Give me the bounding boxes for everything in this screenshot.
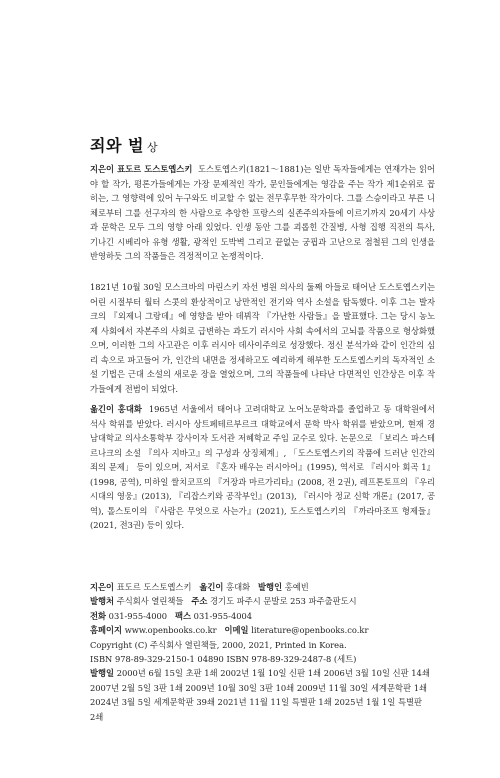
translator-bio-paragraph: [90, 402, 435, 533]
fax-label: 팩스: [175, 610, 192, 621]
homepage-label: 홈페이지: [90, 625, 123, 636]
translator-label: 옮긴이: [199, 582, 224, 592]
history-text-1: 2000년 6월 15일 초판 1쇄 2002년 1월 10일 신판 1쇄 2006년 3월 10일 신판 14쇄: [116, 668, 430, 679]
homepage-link[interactable]: www.openbooks.co.kr: [124, 625, 217, 636]
history-label: 발행일: [90, 668, 115, 679]
author-bio-paragraph: [90, 162, 435, 264]
copyright-line: Copyright (C) 주식회사 열린책들, 2000, 2021, Printed in Korea.: [90, 639, 347, 650]
imprint-publisher-line: [90, 594, 435, 608]
history-line-4: 2쇄: [90, 711, 104, 722]
imprint-contact-line: [90, 609, 435, 623]
isbn-line: ISBN 978-89-329-2150-1 04890 ISBN 978-89-329-2487-8 (세트): [90, 654, 357, 665]
imprint-block: [90, 580, 435, 724]
author-bio-text: 도스토옙스키(1821～1881)는 일반 독자들에게는 연재가는 읽어야 할 작가, 평론가들에게는 가장 문제적인 작가, 문인들에게는 영감을 주는 작가 제1순위로 꼽히는, 그 영향력에 있어 누구와도 비교할 수 없는 전무후무한 작가이다. 그를 스승이라고 부른 니체로부터 그를 선구자의 한 사람으로 추앙한 프랑스의 실존주의자들에 이르기까지 20세기 사상과 문학은 모두 그의 영향 아래 있었다. 인생 동안 그를 괴롭힌 간질병, 사형 집행 직전의 특사, 기나긴 시베리아 유형 생활, 광적인 도박벽 그리고 끝없는 궁핍과 고난으로 점철된 그의 인생을 반영하듯 그의 작품들은 격정적이고 논쟁적이다.: [90, 164, 435, 261]
publisher-label: 발행처: [90, 596, 115, 607]
author-label: 지은이: [90, 582, 115, 592]
phone-number: 031-955-4000: [108, 610, 168, 621]
history-line-3: 2024년 3월 5일 세계문학판 39쇄 2021년 11월 11일 특별판 1쇄 2025년 1월 1일 특별판: [90, 697, 423, 708]
email-link[interactable]: literature@openbooks.co.kr: [251, 625, 369, 636]
author-bio-lead: 지은이 표도르 도스토옙스키: [90, 164, 193, 174]
publisher-person-name: 홍예빈: [284, 582, 309, 592]
history-line-2: 2007년 2월 5일 3판 1쇄 2009년 10월 30일 3판 10쇄 2009년 11월 30일 세계문학판 1쇄: [90, 682, 428, 693]
phone-label: 전화: [90, 610, 107, 621]
fax-number: 031-955-4004: [193, 610, 253, 621]
translator-bio-text: 1965년 서울에서 태어나 고려대학교 노어노문학과를 졸업하고 동 대학원에서 석사 학위를 받았다. 러시아 상트페테르부르크 대학교에서 문학 박사 학위를 받았으며, 현재 경남대학교 의사소통학부 강사이자 도서관 저혜학교 주임 교수로 있다. 논문으로 「보리스 파스테르나크의 소설 『의사 지바고』의 구성과 상징체계」, 「도스토옙스키의 작품에 드러난 인간의 죄의 문제」 등이 있으며, 저서로 『혼자 배우는 러시아어』(1995), 역서로 『러시아 회곡 1』(1998, 공역), 미하일 쌀치코프의 『거장과 마르가리타』(2008, 전 2권), 레프톤토프의 『우리 시대의 영웅』(2013), 『리잡스키와 공작부인』(2013), 『러시아 정교 신학 개론』(2017, 공역), 톨스토이의 『사람은 무엇으로 사는가』(2021), 도스토옙스키의 『까라마조프 형제들』(2021, 전3권) 등이 있다.: [90, 404, 435, 530]
volume-label: 상: [146, 141, 159, 154]
book-title-text: 죄와 벌: [90, 136, 144, 155]
address-label: 주소: [191, 596, 208, 607]
publisher-name: 주식회사 열린책들: [116, 596, 184, 607]
imprint-web-line: [90, 623, 435, 637]
translator-name: 홍대화: [226, 582, 251, 592]
book-title: [90, 133, 158, 156]
publisher-person-label: 발행인: [258, 582, 283, 592]
imprint-credits-line: [90, 580, 435, 594]
author-bio-paragraph-2: 1821년 10월 30일 모스크바의 마린스키 자선 병원 의사의 둘째 아들로 태어난 도스토옙스키는 어린 시절부터 월터 스콧의 환상적이고 낭만적인 전기와 역사 소설을 탐독했다. 이후 그는 발자크의 『외제니 그랑데』에 영향을 받아 데뷔작 『가난한 사람들』을 발표했다. 그는 당시 농노제 사회에서 자본주의 사회로 급변하는 과도기 러시아 사회 속에서의 고뇌를 작품으로 형상화했으며, 이러한 그의 사고관은 이후 러시아 데사이주의로 성장했다. 정신 분석가와 같이 인간의 심리 속으로 파고들어 가, 인간의 내면을 정세하고도 예리하게 해부한 도스토옙스키의 독자적인 소설 기법은 근대 소설의 새로운 장을 열었으며, 그의 작품들에 나타난 다면적인 인간상은 이후 작가들에게 전범이 되었다.: [90, 282, 435, 394]
author-name: 표도르 도스토옙스키: [116, 582, 192, 592]
address-text: 경기도 파주시 문발로 253 파주출판도시: [210, 596, 357, 607]
translator-bio-lead: 옮긴이 홍대화: [90, 404, 142, 414]
email-label: 이메일: [224, 625, 249, 636]
history-line-1: [90, 666, 435, 680]
